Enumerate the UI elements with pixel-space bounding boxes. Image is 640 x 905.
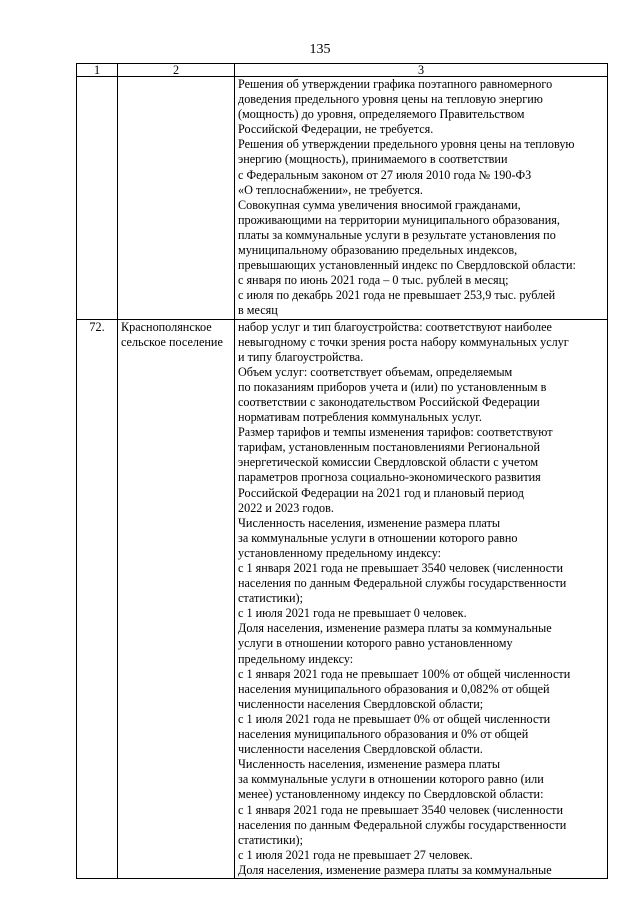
table-row <box>77 319 608 878</box>
text-line: населения муниципального образования и 0,082% от общей <box>238 681 550 696</box>
text-line: за коммунальные услуги в отношении которого равно (или <box>238 772 544 787</box>
text-line: населения по данным Федеральной службы государственности <box>238 817 567 832</box>
text-line: набор услуг и тип благоустройства: соответствуют наиболее <box>238 319 552 334</box>
table-header-row <box>77 64 608 77</box>
text-line: Численность населения, изменение размера платы <box>238 757 501 772</box>
text-line: Российской Федерации на 2021 год и плановый период <box>238 485 524 500</box>
municipality-name-cell <box>118 77 235 320</box>
page-number: 135 <box>309 42 331 57</box>
municipality-name-line: сельское поселение <box>121 334 223 349</box>
text-line: с 1 июля 2021 года не превышает 0% от общей численности <box>238 711 551 726</box>
text-line: с 1 июля 2021 года не превышает 0 человек. <box>238 606 467 621</box>
text-line: численности населения Свердловской области; <box>238 696 484 711</box>
text-line: статистики); <box>238 591 303 606</box>
text-line: Совокупная сумма увеличения вносимой гражданами, <box>238 197 521 212</box>
text-line: с 1 января 2021 года не превышает 3540 человек (численности <box>238 802 564 817</box>
text-line: с 1 января 2021 года не превышает 3540 человек (численности <box>238 561 564 575</box>
text-line: Численность населения, изменение размера платы <box>238 515 501 530</box>
text-line: параметров прогноза социально-экономического развития <box>238 470 541 485</box>
municipality-name-cell <box>118 319 235 878</box>
text-line: численности населения Свердловской области. <box>238 742 483 757</box>
column-header-3: 3 <box>235 64 608 77</box>
text-line: с июля по декабрь 2021 года не превышает 253,9 тыс. рублей <box>238 288 556 303</box>
row-number-cell: 72. <box>77 319 118 878</box>
text-line: Объем услуг: соответствует объемам, определяемым <box>238 364 513 379</box>
municipality-name-line: Краснополянское <box>121 319 212 334</box>
text-line: с 1 января 2021 года не превышает 100% от общей численности <box>238 666 571 681</box>
description-cell <box>235 77 608 320</box>
text-line: доведения предельного уровня цены на тепловую энергию <box>238 92 543 107</box>
text-line: предельному индексу: <box>238 651 354 666</box>
text-line: Российской Федерации, не требуется. <box>238 122 434 137</box>
text-line: Доля населения, изменение размера платы за коммунальные <box>238 862 552 877</box>
description-cell <box>235 319 608 878</box>
text-line: нормативам потребления коммунальных услуг. <box>238 410 482 425</box>
document-table <box>76 63 608 879</box>
text-line: Размер тарифов и темпы изменения тарифов: соответствуют <box>238 425 553 440</box>
text-line: Решения об утверждении предельного уровня цены на тепловую <box>238 137 575 152</box>
text-line: энергетической комиссии Свердловской области с учетом <box>238 455 539 470</box>
text-line: платы за коммунальные услуги в результате установления по <box>238 227 556 242</box>
row-number-cell <box>77 77 118 320</box>
text-line: за коммунальные услуги в отношении которого равно <box>238 530 518 545</box>
text-line: соответствии с законодательством Российской Федерации <box>238 394 540 409</box>
text-line: 2022 и 2023 годов. <box>238 500 334 515</box>
text-line: с 1 июля 2021 года не превышает 27 человек. <box>238 847 473 862</box>
column-header-2: 2 <box>118 64 235 77</box>
text-line: энергию (мощность), принимаемого в соответствии <box>238 152 508 167</box>
text-line: «О теплоснабжении», не требуется. <box>238 182 423 197</box>
text-line: Решения об утверждении графика поэтапного равномерного <box>238 77 553 91</box>
text-line: и типу благоустройства. <box>238 349 364 364</box>
text-line: Доля населения, изменение размера платы за коммунальные <box>238 621 552 636</box>
column-header-1: 1 <box>77 64 118 77</box>
text-line: населения по данным Федеральной службы государственности <box>238 576 567 591</box>
text-line: в месяц <box>238 303 278 318</box>
text-line: (мощность) до уровня, определяемого Правительством <box>238 107 525 122</box>
text-line: по показаниям приборов учета и (или) по установленным в <box>238 379 547 394</box>
text-line: с января по июнь 2021 года – 0 тыс. рублей в месяц; <box>238 273 509 288</box>
text-line: тарифам, установленным постановлениями Региональной <box>238 440 540 455</box>
text-line: с Федеральным законом от 27 июля 2010 года № 190-ФЗ <box>238 167 532 182</box>
text-line: услуги в отношении которого равно установленному <box>238 636 513 651</box>
text-line: превышающих установленный индекс по Свердловской области: <box>238 258 576 273</box>
table-row <box>77 77 608 320</box>
text-line: статистики); <box>238 832 303 847</box>
text-line: невыгодному с точки зрения роста набору коммунальных услуг <box>238 334 569 349</box>
text-line: проживающими на территории муниципального образования, <box>238 212 560 227</box>
text-line: менее) установленному индексу по Свердловской области: <box>238 787 544 802</box>
text-line: установленному предельному индексу: <box>238 545 442 560</box>
text-line: муниципальному образованию предельных индексов, <box>238 243 518 258</box>
text-line: населения муниципального образования и 0% от общей <box>238 727 529 742</box>
